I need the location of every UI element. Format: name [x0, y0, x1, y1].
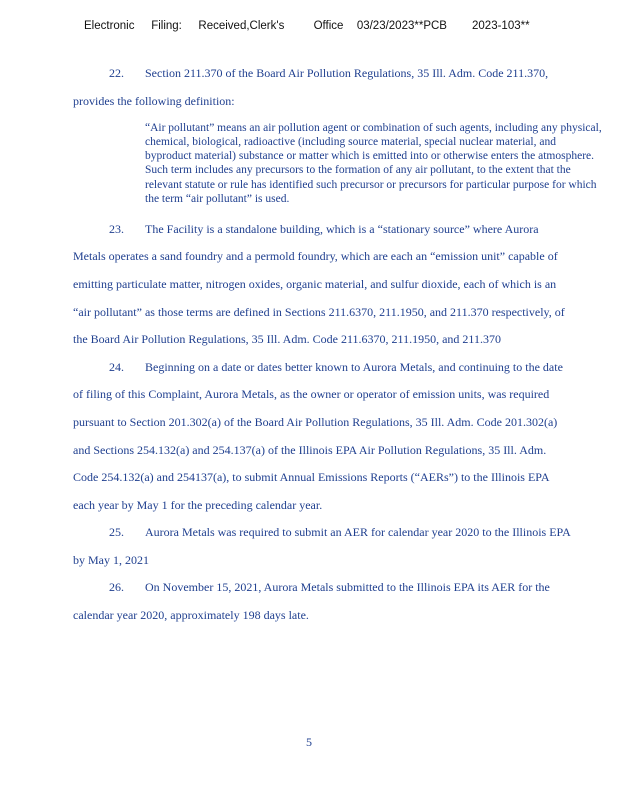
paragraph-22 [73, 60, 573, 115]
header-case-number: 2023-103** [472, 20, 530, 32]
definition-quote: “Air pollutant” means an air pollution agent or combination of such agents, including any physical, chemical, biological, radioactive (including source material, special nuclear material, and byproduct material) substance or matter which is emitted into or otherwise enters the atmosphere. Such term includes any precursors to the formation of any air pollutant, to the extent that the relevant statute or rule has identified such precursor or precursors for particular purpose for which the term “air pollutant” is used. [145, 122, 602, 205]
paragraph-23 [73, 216, 573, 354]
paragraph-text: Aurora Metals was required to submit an AER for calendar year 2020 to the Illinois EPA by May 1, 2021 [73, 525, 571, 567]
paragraph-number: 26. [109, 580, 124, 595]
paragraph-25 [73, 519, 573, 574]
paragraph-26 [73, 574, 573, 629]
paragraph-number: 25. [109, 525, 124, 540]
paragraph-number: 24. [109, 359, 124, 374]
filing-header [84, 20, 530, 32]
header-received: Received,Clerk's [198, 20, 285, 32]
paragraph-text: Beginning on a date or dates better known to Aurora Metals, and continuing to the date of filing of this Complaint, Aurora Metals, as the owner or operator of emission units, was required pursuant to Section 201.302(a) of the Board Air Pollution Regulations, 35 Ill. Adm. Code 201.302(a) and Sections 254.132(a) and 254.137(a) of the Illinois EPA Air Pollution Regulations, 35 Ill. Adm. Code 254.132(a) and 254137(a), to submit Annual Emissions Reports (“AERs”) to the Illinois EPA each year by May 1 for the preceding calendar year. [73, 359, 563, 512]
header-office: Office [313, 20, 344, 32]
document-body [73, 60, 602, 630]
paragraph-text: Section 211.370 of the Board Air Pollution Regulations, 35 Ill. Adm. Code 211.370, provides the following definition: [73, 66, 549, 108]
header-date: 03/23/2023**PCB [356, 20, 447, 32]
header-filing: Filing: [151, 20, 182, 32]
paragraph-text: On November 15, 2021, Aurora Metals submitted to the Illinois EPA its AER for the calendar year 2020, approximately 198 days late. [73, 580, 550, 623]
paragraph-24 [73, 354, 573, 520]
header-electronic: Electronic [84, 20, 135, 32]
paragraph-number: 22. [109, 66, 124, 80]
paragraph-number: 23. [109, 221, 124, 236]
page-number: 5 [306, 735, 312, 749]
paragraph-text: The Facility is a standalone building, which is a “stationary source” where Aurora Metals operates a sand foundry and a permold foundry, which are each an “emission unit” capable of emitting particulate matter, nitrogen oxides, organic material, and sulfur dioxide, each of which is an “air pollutant” as those terms are defined in Sections 211.6370, 211.1950, and 211.370 respectively, of the Board Air Pollution Regulations, 35 Ill. Adm. Code 211.6370, 211.1950, and 211.370 [73, 221, 565, 347]
